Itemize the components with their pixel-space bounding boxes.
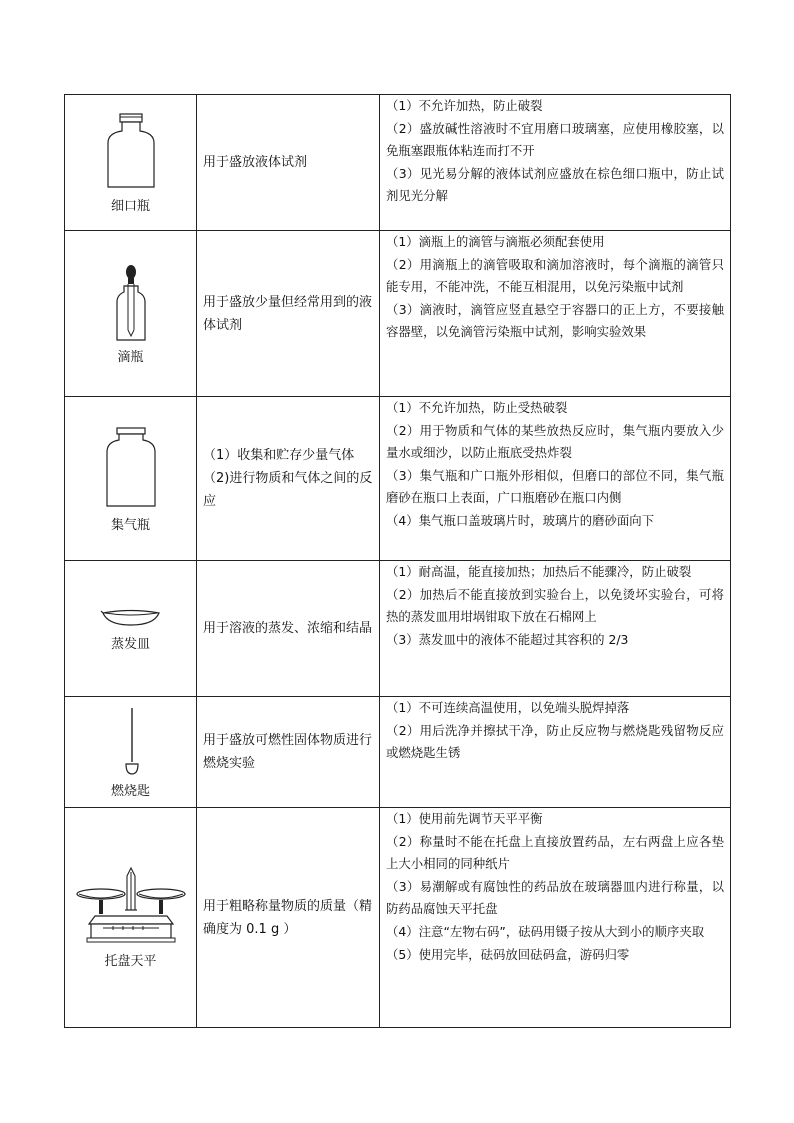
note-text: （1）耐高温，能直接加热；加热后不能骤冷，防止破裂 [386, 564, 692, 579]
combustion-spoon-icon [121, 706, 141, 776]
usage-text: 用于溶液的蒸发、浓缩和结晶 [203, 621, 373, 636]
platform-balance-icon [73, 866, 189, 946]
note-text: （4）集气瓶口盖玻璃片时，玻璃片的磨砂面向下 [386, 512, 655, 528]
equipment-name: 燃烧匙 [110, 783, 150, 799]
table-row [65, 231, 731, 397]
equipment-cell [65, 561, 197, 697]
notes-cell [380, 95, 731, 231]
table-row [65, 397, 731, 561]
note-text: （2）用后洗净并擦拭干净，防止反应物与燃烧匙残留物反应或燃烧匙生锈 [386, 722, 724, 761]
equipment-name: 细口瓶 [110, 199, 150, 214]
usage-cell [197, 808, 380, 1028]
table-row [65, 808, 731, 1028]
usage-text: 用于粗略称量物质的质量（精确度为 0.1 g ） [203, 898, 373, 937]
note-text: （2）用于物质和气体的某些放热反应时，集气瓶内要放入少量水或细沙，以防止瓶底受热炸裂 [386, 422, 724, 461]
usage-cell [197, 561, 380, 697]
note-text: （3）蒸发皿中的液体不能超过其容积的 2/3 [386, 631, 629, 647]
dropper-bottle-icon [111, 262, 151, 342]
note-text: （2）盛放碱性溶液时不宜用磨口玻璃塞，应使用橡胶塞，以免瓶塞跟瓶体粘连而打不开 [386, 120, 724, 159]
note-text: （2）加热后不能直接放到实验台上，以免烫坏实验台，可将热的蒸发皿用坩埚钳取下放在石棉网上 [386, 586, 724, 625]
equipment-cell [65, 808, 197, 1028]
note-text: （3）集气瓶和广口瓶外形相似，但磨口的部位不同，集气瓶磨砂在瓶口上表面，广口瓶磨砂在瓶口内侧 [386, 467, 724, 506]
notes-cell [380, 808, 731, 1028]
note-text: （1）滴瓶上的滴管与滴瓶必须配套使用 [386, 234, 605, 249]
usage-cell [197, 95, 380, 231]
equipment-cell [65, 697, 197, 808]
usage-cell [197, 231, 380, 397]
notes-cell [380, 397, 731, 561]
equipment-name: 托盘天平 [104, 954, 157, 969]
equipment-cell [65, 397, 197, 561]
notes-cell [380, 561, 731, 697]
note-text: （1）不允许加热，防止破裂 [386, 98, 543, 113]
usage-text: 用于盛放液体试剂 [203, 155, 308, 170]
usage-text: 用于盛放少量但经常用到的液体试剂 [203, 294, 373, 333]
table-row [65, 697, 731, 808]
note-text: （1）使用前先调节天平平衡 [386, 811, 543, 826]
usage-text: 用于盛放可燃性固体物质进行燃烧实验 [203, 733, 373, 771]
note-text: （1）不允许加热，防止受热破裂 [386, 400, 568, 415]
usage-text: （2)进行物质和气体之间的反应 [203, 471, 373, 509]
equipment-cell [65, 231, 197, 397]
note-text: （3）滴液时，滴管应竖直悬空于容器口的正上方，不要接触容器壁，以免滴管污染瓶中试剂，影响实验效果 [386, 301, 724, 340]
note-text: （5）使用完毕，砝码放回砝码盒，游码归零 [386, 946, 630, 962]
note-text: （2）用滴瓶上的滴管吸取和滴加溶液时，每个滴瓶的滴管只能专用，不能冲洗，不能互相混用，以免污染瓶中试剂 [386, 256, 724, 295]
evaporating-dish-icon [100, 605, 162, 629]
notes-cell [380, 697, 731, 808]
note-text: （1）不可连续高温使用，以免端头脱焊掉落 [386, 700, 630, 715]
usage-cell [197, 697, 380, 808]
table-row [65, 95, 731, 231]
note-text: （2）称量时不能在托盘上直接放置药品，左右两盘上应各垫上大小相同的同种纸片 [386, 833, 724, 872]
note-text: （4）注意“左物右码”，砝码用镊子按从大到小的顺序夹取 [386, 923, 705, 939]
lab-equipment-table [64, 94, 731, 1028]
gas-collecting-bottle-icon [101, 424, 161, 510]
table-row [65, 561, 731, 697]
note-text: （3）见光易分解的液体试剂应盛放在棕色细口瓶中，防止试剂见光分解 [386, 165, 724, 204]
note-text: （3）易潮解或有腐蚀性的药品放在玻璃器皿内进行称量，以防药品腐蚀天平托盘 [386, 878, 724, 917]
equipment-name: 集气瓶 [110, 518, 150, 533]
notes-cell [380, 231, 731, 397]
usage-text: （1）收集和贮存少量气体 [203, 448, 355, 463]
narrow-mouth-bottle-icon [101, 111, 161, 191]
usage-cell [197, 397, 380, 561]
equipment-name: 蒸发皿 [110, 637, 150, 652]
equipment-cell [65, 95, 197, 231]
equipment-name: 滴瓶 [117, 350, 144, 365]
